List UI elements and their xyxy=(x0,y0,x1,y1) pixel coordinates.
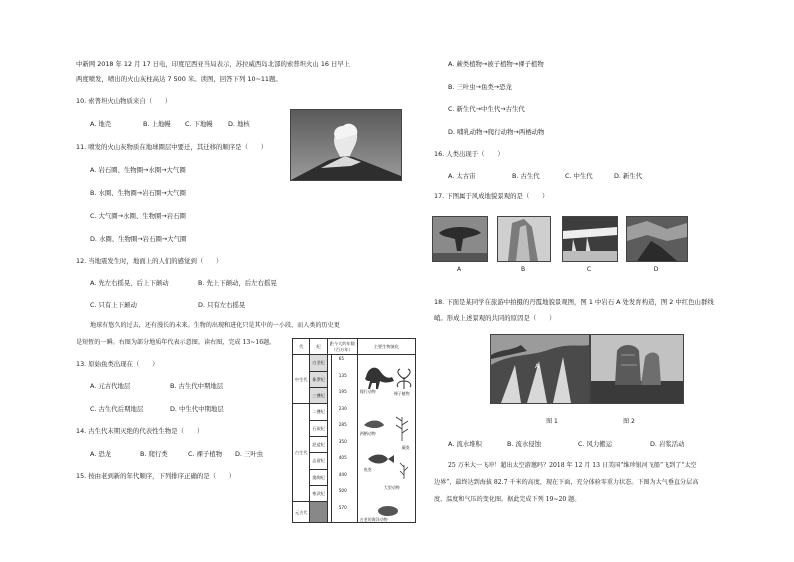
period-silurian: 志留纪 xyxy=(310,453,327,469)
figure-1-caption: 图 1 xyxy=(546,418,558,425)
period-permian: 二叠纪 xyxy=(310,404,327,420)
era-paleozoic: 古生代 xyxy=(293,404,310,502)
period-triassic: 三叠纪 xyxy=(310,388,327,404)
trilobite-icon xyxy=(378,506,398,516)
dinosaur-icon xyxy=(365,368,394,389)
q12-option-b[interactable]: B. 先上下颠动，后左右摇晃 xyxy=(198,279,277,287)
q15-option-b[interactable]: B. 三叶虫→鱼类→恐龙 xyxy=(448,83,512,91)
q10-option-b[interactable]: B. 上地幔 xyxy=(143,120,171,128)
q11-option-d[interactable]: D. 水圈、生物圈→岩石圈→大气圈 xyxy=(90,235,187,243)
passage-13-line-2: 是短暂的一瞬。右图为部分地质年代表示意图。读右图，完成 13~16题。 xyxy=(76,339,276,346)
period-cambrian: 寒武纪 xyxy=(310,486,327,502)
bio-label-gymnosperm: 裸子植物 xyxy=(393,391,410,397)
landform-label-b: B xyxy=(520,266,526,273)
amphibian-icon xyxy=(364,421,384,429)
q10-option-a[interactable]: A. 地壳 xyxy=(90,120,112,128)
q18-option-a[interactable]: A. 流水堆积 xyxy=(448,440,482,448)
bio-label-amphibian: 两栖动物 xyxy=(359,431,376,437)
passage-19-line-1: 25 万米大一飞冲！超出太空游邀吗？2018 年 12 月 13 日美国“维珍银河飞船”飞到了“太空 xyxy=(448,462,697,469)
q13-option-a[interactable]: A. 元古代地层 xyxy=(90,382,131,390)
intro-line-1: 中新网 2018 年 12 月 17 日电，印度尼西亚当局表示，苏拉威西岛北部的索普坦火山 16 日早上 xyxy=(76,60,351,68)
age-tick-labels: 65 135 195 230 285 350 405 440 500 570 xyxy=(338,356,347,510)
q12-option-c[interactable]: C. 只有上下颠动 xyxy=(90,301,137,309)
header-era: 代 xyxy=(293,339,310,355)
volcano-photo xyxy=(290,109,402,181)
rock-marker-a: A xyxy=(535,363,540,370)
period-ordovician: 奥陶纪 xyxy=(310,469,327,485)
figure-2-caption: 图 2 xyxy=(623,418,635,425)
header-biology: 主要生物演化 xyxy=(357,339,415,355)
era-proterozoic: 元古代 xyxy=(293,502,310,523)
period-carboniferous: 石炭纪 xyxy=(310,420,327,436)
intro-line-2: 两度喷发，喷出的火山灰柱高达 7 500 米。读图，回答下列 10~11题。 xyxy=(76,75,282,83)
q14-option-b[interactable]: B. 爬行类 xyxy=(140,450,168,458)
landform-label-d: D xyxy=(653,266,659,273)
q18-option-d[interactable]: D. 岩浆活动 xyxy=(650,440,685,448)
geologic-time-table xyxy=(292,338,416,523)
landform-photo-c[interactable] xyxy=(562,216,618,262)
q16-option-c[interactable]: C. 中生代 xyxy=(565,172,593,180)
q13-option-d[interactable]: D. 中生代中期地层 xyxy=(170,405,224,413)
q16-option-b[interactable]: B. 古生代 xyxy=(512,172,540,180)
danxia-photo-2 xyxy=(590,334,684,404)
passage-13-line-1: 地球有悠久的过去，还有漫长的未来。生物的出现和进化只是其中的一小段，而人类的历史更 xyxy=(90,322,340,329)
question-17: 17. 下图属于风成地貌景观的是（ ） xyxy=(434,192,549,200)
question-10: 10. 索普坦火山物质来自（ ） xyxy=(76,97,172,105)
fern-icon-2 xyxy=(400,463,408,479)
question-18-line-2: 峭。形成上述景观的共同的原因是（ ） xyxy=(434,314,556,322)
q15-option-c[interactable]: C. 新生代→中生代→古生代 xyxy=(448,105,525,113)
question-18-line-1: 18. 下面是某同学在旅游中拍摄的丹霞地貌景观图，图 1 中岩石 A 处发育构造，图 2 中红色山群线 xyxy=(434,298,714,306)
q16-option-d[interactable]: D. 新生代 xyxy=(614,172,643,180)
q15-option-a[interactable]: A. 蕨类植物→被子植物→裸子植物 xyxy=(448,60,544,68)
period-devonian: 泥盆纪 xyxy=(310,437,327,453)
question-16: 16. 人类出现于（ ） xyxy=(434,150,504,158)
passage-19-line-3: 度、温度和气压的变化图。据此完成下列 19~20 题。 xyxy=(434,496,581,503)
question-11: 11. 喷发的火山灰物质在地球圈层中要迁，其迁移的顺序是（ ） xyxy=(76,143,268,151)
fossil-drawings xyxy=(358,355,418,523)
landform-photo-b[interactable] xyxy=(497,216,551,262)
bio-label-marine: 古老的海洋动物 xyxy=(359,517,388,523)
q11-option-a[interactable]: A. 岩石圈、生物圈→水圈→大气圈 xyxy=(90,166,186,174)
question-15: 15. 按由老到新的年代顺序，下列排序正确的是（ ） xyxy=(76,472,236,480)
fish-icon xyxy=(368,455,394,464)
era-mesozoic: 中生代 xyxy=(293,355,310,404)
q11-option-c[interactable]: C. 大气圈→水圈、生物圈→岩石圈 xyxy=(90,212,186,220)
bio-label-fern: 蕨类 xyxy=(401,445,410,451)
fern-icon xyxy=(396,417,408,441)
question-12: 12. 当地震发生时，地面上的人们的感觉到（ ） xyxy=(76,257,223,265)
header-age: 距今大约年数（百万年） xyxy=(327,339,357,355)
danxia-photo-1 xyxy=(490,334,590,404)
bio-label-fish: 鱼类 xyxy=(363,467,372,473)
q16-option-a[interactable]: A. 太古宙 xyxy=(448,172,476,180)
bio-label-reptile: 爬行动物 xyxy=(359,389,376,395)
passage-19-line-2: 边界”，最终达到海拔 82.7 千米的高度，现在下面，充分体验零重力状态。下图为大气垂直分层高 xyxy=(434,479,699,486)
q12-option-a[interactable]: A. 先左右摇晃，后上下颠动 xyxy=(90,279,169,287)
q14-option-d[interactable]: D. 三叶虫 xyxy=(235,450,264,458)
biology-illustrations xyxy=(357,355,415,523)
period-proterozoic-fill xyxy=(310,502,327,523)
q13-option-b[interactable]: B. 古生代中期地层 xyxy=(170,382,224,390)
question-13: 13. 原始鱼类出现在（ ） xyxy=(76,360,159,368)
q18-option-c[interactable]: C. 风力搬运 xyxy=(578,440,613,448)
header-period: 纪 xyxy=(310,339,327,355)
q13-option-c[interactable]: C. 古生代后期地层 xyxy=(90,405,144,413)
q10-option-c[interactable]: C. 下地幔 xyxy=(185,120,213,128)
landform-photo-a[interactable] xyxy=(432,216,488,262)
q14-option-a[interactable]: A. 恐龙 xyxy=(90,450,112,458)
period-jurassic: 侏罗纪 xyxy=(310,371,327,387)
landform-label-c: C xyxy=(586,266,592,273)
q18-option-b[interactable]: B. 流水侵蚀 xyxy=(507,440,542,448)
question-14: 14. 古生代末期灭绝的代表性生物是（ ） xyxy=(76,427,204,435)
q11-option-b[interactable]: B. 水圈、生物圈→岩石圈→大气圈 xyxy=(90,189,186,197)
q14-option-c[interactable]: C. 裸子植物 xyxy=(188,450,223,458)
q15-option-d[interactable]: D. 哺乳动物→爬行动物→两栖动物 xyxy=(448,128,545,136)
q10-option-d[interactable]: D. 地核 xyxy=(228,120,250,128)
period-cretaceous: 白垩纪 xyxy=(310,355,327,371)
q12-option-d[interactable]: D. 只有左右摇晃 xyxy=(198,301,246,309)
bio-label-large-animals: 大型动物 xyxy=(383,485,400,491)
landform-label-a: A xyxy=(456,266,462,273)
landform-photo-d[interactable] xyxy=(626,216,688,262)
age-scale xyxy=(327,355,357,523)
gymnosperm-icon xyxy=(397,369,411,389)
